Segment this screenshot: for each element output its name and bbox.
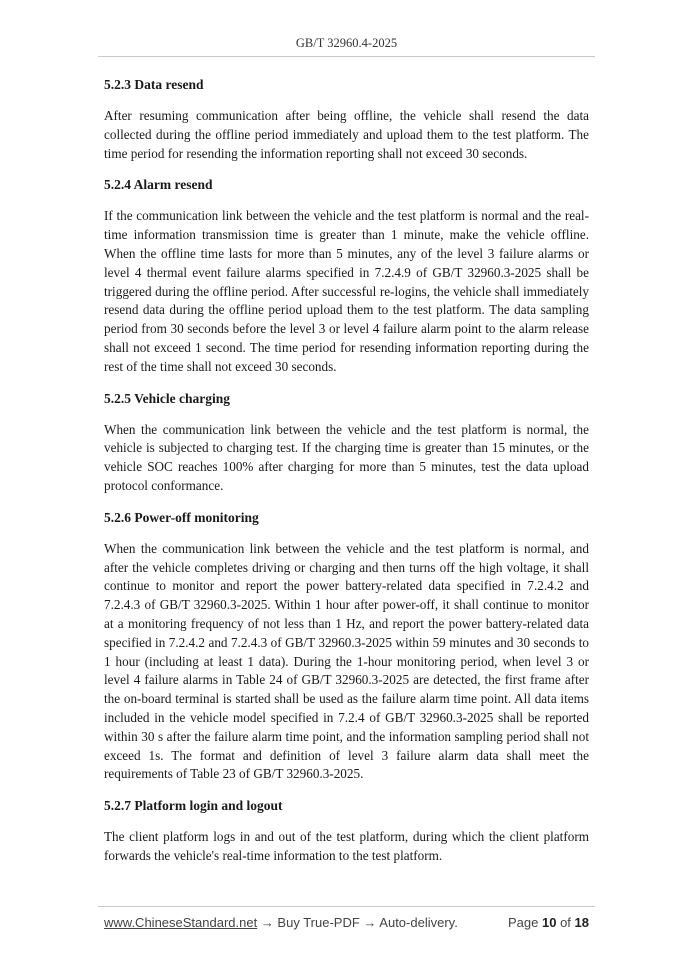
promo-text: → Buy True-PDF → Auto-delivery. (257, 915, 458, 930)
section-5-2-7 (104, 797, 589, 866)
of-label: of (560, 915, 571, 930)
section-heading: 5.2.4 Alarm resend (104, 177, 213, 193)
section-paragraph: After resuming communication after being offline, the vehicle shall resend the data collected during the offline period immediately and upload them to the test platform. The time period for resending the information reporting shall not exceed 30 seconds. (104, 108, 589, 161)
section-paragraph: When the communication link between the vehicle and the test platform is normal, the vehicle is subjected to charging test. If the charging time is greater than 15 minutes, or the vehicle SOC reaches 100% after charging for more than 5 minutes, test the data upload protocol conformance. (104, 421, 589, 493)
section-5-2-4 (104, 176, 589, 376)
document-body (104, 76, 589, 879)
footer-promo (104, 915, 458, 930)
page-indicator (508, 915, 589, 930)
page-number: 10 (541, 915, 557, 930)
section-heading: 5.2.3 Data resend (104, 77, 204, 92)
document-header: GB/T 32960.4-2025 (295, 36, 398, 50)
section-heading: 5.2.6 Power-off monitoring (104, 509, 259, 525)
section-heading: 5.2.7 Platform login and logout (104, 798, 283, 814)
section-5-2-6 (104, 509, 589, 784)
section-5-2-5 (104, 390, 589, 496)
section-paragraph: When the communication link between the vehicle and the test platform is normal, and after the vehicle completes driving or charging and then turns off the high voltage, it shall continue to monitor and report the power battery-related data specified in 7.2.4.2 and 7.2.4.3 of GB/T 32960.3-2025. Within 1 hour after power-off, it shall continue to monitor at a monitoring frequency of not less than 1 Hz, and report the power battery-related data specified in 7.2.4.2 and 7.2.4.3 of GB/T 32960.3-2025 within 59 minutes and 30 seconds to 1 hour (including at least 1 data). During the 1-hour monitoring period, when level 3 or level 4 failure alarms in Table 24 of GB/T 32960.3-2025 are detected, the first frame after the on-board terminal is started shall be used as the failure alarm time point. All data items included in the vehicle model specified in 7.2.4 of GB/T 32960.3-2025 shall be reported within 30 s after the failure alarm time point, and the information sampling period shall not exceed 1s. The format and definition of level 3 failure alarm data shall meet the requirements of Table 23 of GB/T 32960.3-2025. (104, 540, 589, 782)
site-link[interactable]: www.ChineseStandard.net (104, 915, 258, 930)
header-divider (98, 56, 595, 57)
footer-divider (98, 906, 595, 907)
total-pages: 18 (574, 915, 589, 930)
page-label: Page (507, 915, 539, 930)
section-heading: 5.2.5 Vehicle charging (104, 390, 231, 406)
section-paragraph: The client platform logs in and out of the test platform, during which the client platform forwards the vehicle's real-time information to the test platform. (104, 829, 589, 863)
section-5-2-3 (104, 76, 589, 163)
section-paragraph: If the communication link between the vehicle and the test platform is normal and the real-time information transmission time is greater than 1 minute, make the vehicle offline. When the offline time lasts for more than 5 minutes, any of the level 3 failure alarms or level 4 thermal event failure alarms specified in 7.2.4.9 of GB/T 32960.3-2025 shall be triggered during the offline period. After successful re-logins, the vehicle shall immediately resend data during the offline period upload them to the test platform. The data sampling period from 30 seconds before the level 3 or level 4 failure alarm point to the alarm release shall not exceed 1 second. The time period for resending information reporting during the rest of the time shall not exceed 30 seconds. (104, 208, 589, 374)
